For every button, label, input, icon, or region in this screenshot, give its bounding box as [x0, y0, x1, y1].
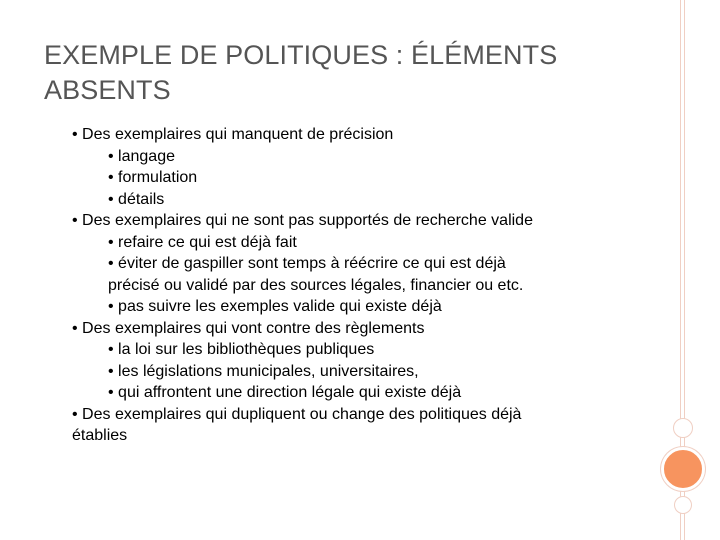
sub-bullet-item: • détails	[108, 190, 165, 208]
decorative-circle-bottom	[674, 496, 692, 514]
sub-bullet-item: • éviter de gaspiller sont temps à réécrire ce qui est déjà	[108, 255, 506, 272]
decorative-circle-accent	[661, 447, 705, 491]
bullet-item: • Des exemplaires qui ne sont pas supportés de recherche valide	[72, 212, 533, 229]
bullet-item: • Des exemplaires qui vont contre des règlements	[72, 319, 425, 337]
bullet-item: • Des exemplaires qui dupliquent ou change des politiques déjà	[72, 405, 522, 423]
sub-bullet-item: • les législations municipales, universitaires,	[108, 362, 419, 380]
decorative-circle-top	[673, 418, 693, 438]
sub-bullet-continuation: précisé ou validé par des sources légales, financier ou etc.	[108, 276, 524, 294]
title-line-1: EXEMPLE DE POLITIQUES : ÉLÉMENTS	[44, 40, 558, 70]
sub-bullet-item: • pas suivre les exemples valide qui existe déjà	[108, 298, 442, 315]
sub-bullet-item: • refaire ce qui est déjà fait	[108, 233, 297, 251]
sub-bullet-item: • formulation	[108, 169, 198, 186]
sub-bullet-item: • la loi sur les bibliothèques publiques	[108, 341, 375, 358]
sub-bullet-item: • qui affrontent une direction légale qui existe déjà	[108, 384, 462, 401]
bullet-continuation: établies	[72, 427, 128, 444]
bullet-list	[72, 124, 632, 447]
title-line-2: ABSENTS	[44, 75, 171, 105]
slide-title	[44, 38, 644, 108]
sub-bullet-item: • langage	[108, 147, 175, 165]
bullet-item: • Des exemplaires qui manquent de précision	[72, 126, 394, 143]
